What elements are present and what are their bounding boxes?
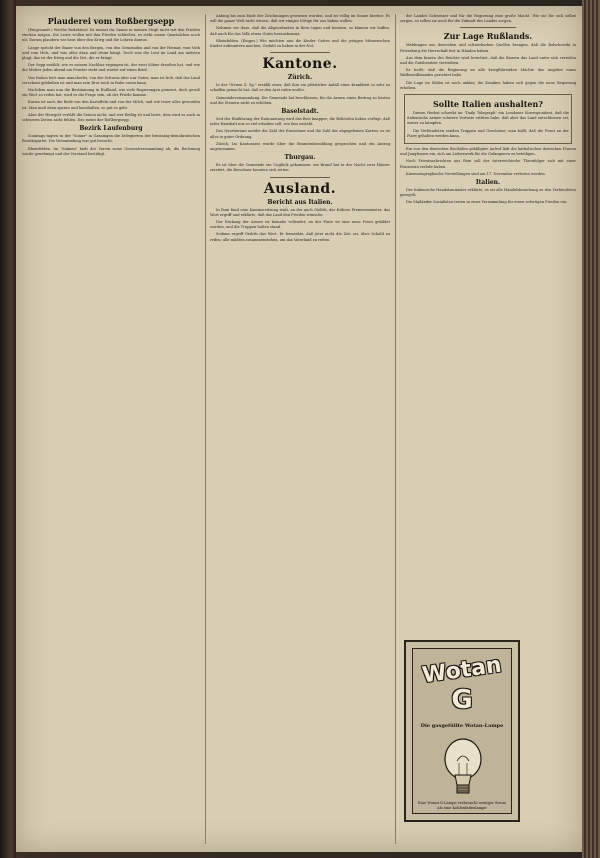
paragraph: Die Verbündeten senden Truppen und Geschütze; man hofft, daß die Front an der Piave gehalten werden kann. xyxy=(407,128,569,138)
paragraph: Diesen Herbst schreibt im "Daily Telegraph" ein Londoner Korrespondent, daß die italienische Armee schwere Verluste erlitten habe, daß aber das Land entschlossen sei, weiter zu kämpfen. xyxy=(407,111,569,126)
paragraph: Aus dem Innern des Reiches wird berichtet, daß die Bauern das Land unter sich verteilen und die Gutsbesitzer vertreiben. xyxy=(400,55,576,66)
paragraph: Anfang bis zum Ende der Zeichnungen gewiesen worden, und ist völlig im Sonne hierher. Es will die ganze Welt nicht wissen, daß wir einiges Nötige für uns haben wollen. xyxy=(210,14,390,24)
section-subheading: Baselstadt. xyxy=(281,108,319,116)
paragraph: Der italienische Handelsminister erklärte, es sei alle Handelsbeziehung zu den Verbündeten geregelt. xyxy=(400,188,576,198)
section-subheading: Bericht aus Italien. xyxy=(267,198,333,206)
section-heading-ausland: Ausland. xyxy=(263,180,337,197)
boxed-article xyxy=(404,94,572,144)
section-subheading: Thurgau. xyxy=(284,154,316,162)
light-bulb-icon xyxy=(439,737,487,799)
article-heading: Plauderei vom Roßbergsepp xyxy=(47,16,175,26)
paragraph: Rheinfelden. Im "Salmen" hielt der Verein seine Generalversammlung ab; die Rechnung wurde genehmigt und der Vorstand bestätigt. xyxy=(22,146,200,156)
ad-brand-letter: G xyxy=(451,685,473,715)
paragraph: In der "Neuen Z. Zg." erzählt einer, daß ihm ein plötzlicher Anfall einer Krankheit so sehr zu schaffen gemacht hat, daß er den Arzt rufen mußte. xyxy=(210,83,390,93)
paragraph: Meldungen aus deutschen und schwedischen Quellen besagen, daß die Bolschewiki in Petersburg die Herrschaft fest in Händen haben. xyxy=(400,43,576,53)
paragraph: Das Quartieramt meldet die Zahl der Einwohner und die Zahl der abgegebenen Karten; es ist alles in guter Ordnung. xyxy=(210,129,390,139)
paragraph: Aber der Herrgott verläßt die Seinen nicht, und wer fleißig ist und betet, dem wird es auch in schweren Zeiten nicht fehlen. Das meint der Roßbergsepp. xyxy=(22,112,200,123)
section-subheading: Bezirk Laufenburg xyxy=(79,125,143,133)
article-heading: Sollte Italien aushalten? xyxy=(433,99,543,110)
paragraph: Der Rückzug der Armee ist beinahe vollendet; an der Piave ist eine neue Front gebildet worden, und die Truppen halten stand. xyxy=(210,220,390,230)
paragraph: Seit der Einführung der Rationierung wird das Brot knapper; die Behörden haben verfügt, daß jeder Haushalt nur so viel erhalten soll, wie ihm zusteht. xyxy=(210,117,390,127)
paragraph: (Eingesandt.) Werthe Redaktion! Da meinst du, hänne m meinen Strgh nicht mit den Frieden stecken mögen. Die Leute wollen mit ihm Frieden schließen, es steht einem Quartalchen noch nit. Darum plaudern wir heut über den Krieg und die Lehren daraus. xyxy=(22,28,200,43)
section-subheading: Italien. xyxy=(475,179,501,187)
column-2 xyxy=(210,14,390,844)
paragraph: Es heißt, daß die Regierung an alle kriegführenden Mächte das Angebot eines Waffenstillstandes gerichtet habe. xyxy=(400,68,576,78)
paragraph: der Landes Schweizer und für die Regierung eine große Macht. Wie sie für sich selbst sorgen, so sollen sie auch für die Zukunft des Landes sorgen. xyxy=(400,14,576,24)
section-subheading: Zürich. xyxy=(287,74,313,82)
paragraph: Rheinfelden. (Einges.) Wie möchten nun die Kinder Gottes und die jetzigen Mitmenschen Kinder aufmuntern machen, Geduld zu haben in der Not. xyxy=(210,38,390,49)
paragraph: Kinematographische Vorstellungen sind am 17. November verboten worden. xyxy=(406,171,546,176)
paragraph: Lange spricht der Bauer von den Bergen, von den Gemeinden und von der Heimat, vom Vieh und vom Holz, und was alles dran und drum hängt. Doch was die Leut im Land am meisten plagt, das ist der Krieg und die Not, die er bringt. xyxy=(22,45,200,61)
paragraph: Kurios ist auch die Rede von den Kartoffeln und von der Milch, und wie teuer alles geworden ist. Man muß eben sparen und haushalten, so gut es geht. xyxy=(22,100,200,110)
column-divider xyxy=(395,14,396,844)
book-binding xyxy=(0,0,16,858)
divider xyxy=(270,177,330,178)
paragraph: In Rom fand eine Kammersitzung statt, an der auch Giolitti, der frühere Premierminister, das Wort ergriff und erklärte, daß das Land den Frieden wünsche. xyxy=(210,207,390,217)
ad-footer-text: Eine Wotan-G-Lampe verbraucht weniger Strom als eine Kohlenfadenlampe xyxy=(417,801,507,810)
paragraph: Nachdem man nun die Bestimmung in Rußland, wie viele Regierungen gemeint, doch gewiß ein Wort zu reden hat, wird es die Frage sein, ob der Friede komme. xyxy=(22,88,200,98)
paragraph: Ein von den deutschen Bischöfen gebilligter Aufruf lädt die katholischen deutschen Frauen und Jungfrauen ein, sich am Liebeswerk für die Gefangenen zu beteiligen. xyxy=(400,147,576,157)
divider xyxy=(460,27,516,28)
ad-tagline: Die gasgefüllte Wotan-Lampe xyxy=(420,723,504,729)
paragraph: Sodann ergriff Giolitti das Wort. Er bemerkte, daß jetzt nicht die Zeit sei, über Schuld zu reden; alle müßten zusammenstehen, um das Vaterland zu retten. xyxy=(210,232,390,242)
paragraph: Sonntags tagten in der "Sonne" in Gansingen die Delegierten der freisinnig-demokratischen Bezirkspartei. Die Versammlung war gut besucht. xyxy=(22,134,200,144)
ad-brand-name: Wotan xyxy=(420,652,504,689)
paragraph: Die Lage im Süden ist noch unklar; die Kosaken haben sich gegen die neue Regierung erhoben. xyxy=(400,80,576,90)
ad-frame xyxy=(412,648,512,814)
column-1 xyxy=(22,14,200,844)
wotan-lamp-advertisement xyxy=(404,640,520,822)
paragraph: Gemeindeversammlung. Die Gemeinde hat beschlossen, für die Armen einen Beitrag zu leisten und die Steuern nicht zu erhöhen. xyxy=(210,95,390,105)
paragraph: Zürich. Im Kantonsrat wurde über die Beamtenbesoldung gesprochen und ein Antrag angenommen. xyxy=(210,141,390,152)
article-heading: Zur Lage Rußlands. xyxy=(443,31,533,42)
column-divider xyxy=(205,14,206,844)
paragraph: Es ist über die Gemeinde ein Unglück gekommen: ein Brand hat in der Nacht zwei Häuser zerstört, die Bewohner konnten sich retten. xyxy=(210,163,390,173)
paragraph: Nach Privatnachrichten aus Rom soll der österreichische Thronfolger sich mit einer Prinzessin verlobt haben. xyxy=(400,159,576,169)
paragraph: Von Italien hört man mancherlei, von der Schweiz aber nur Gutes; man ist froh, daß das Land verschont geblieben ist und man sein Brot noch in Ruhe essen kann. xyxy=(22,75,200,85)
paragraph: Der Sepp erzählt, wie es seinem Nachbar ergangen ist, der zwei Söhne draußen hat, und wie die Mutter jeden Abend am Fenster steht und wartet auf einen Brief. xyxy=(22,63,200,73)
paragraph: Nehmen wir dazu, daß die Abgeordneten in Bern tagen und beraten, so können wir hoffen, daß auch für das Volk etwas Gutes herauskommt. xyxy=(210,26,390,36)
page-edges xyxy=(582,0,600,858)
section-heading-kantone: Kantone. xyxy=(262,56,338,73)
paragraph: Die Mailänder Sozialisten traten in einer Versammlung für einen sofortigen Frieden ein. xyxy=(406,200,568,205)
divider xyxy=(270,52,330,53)
